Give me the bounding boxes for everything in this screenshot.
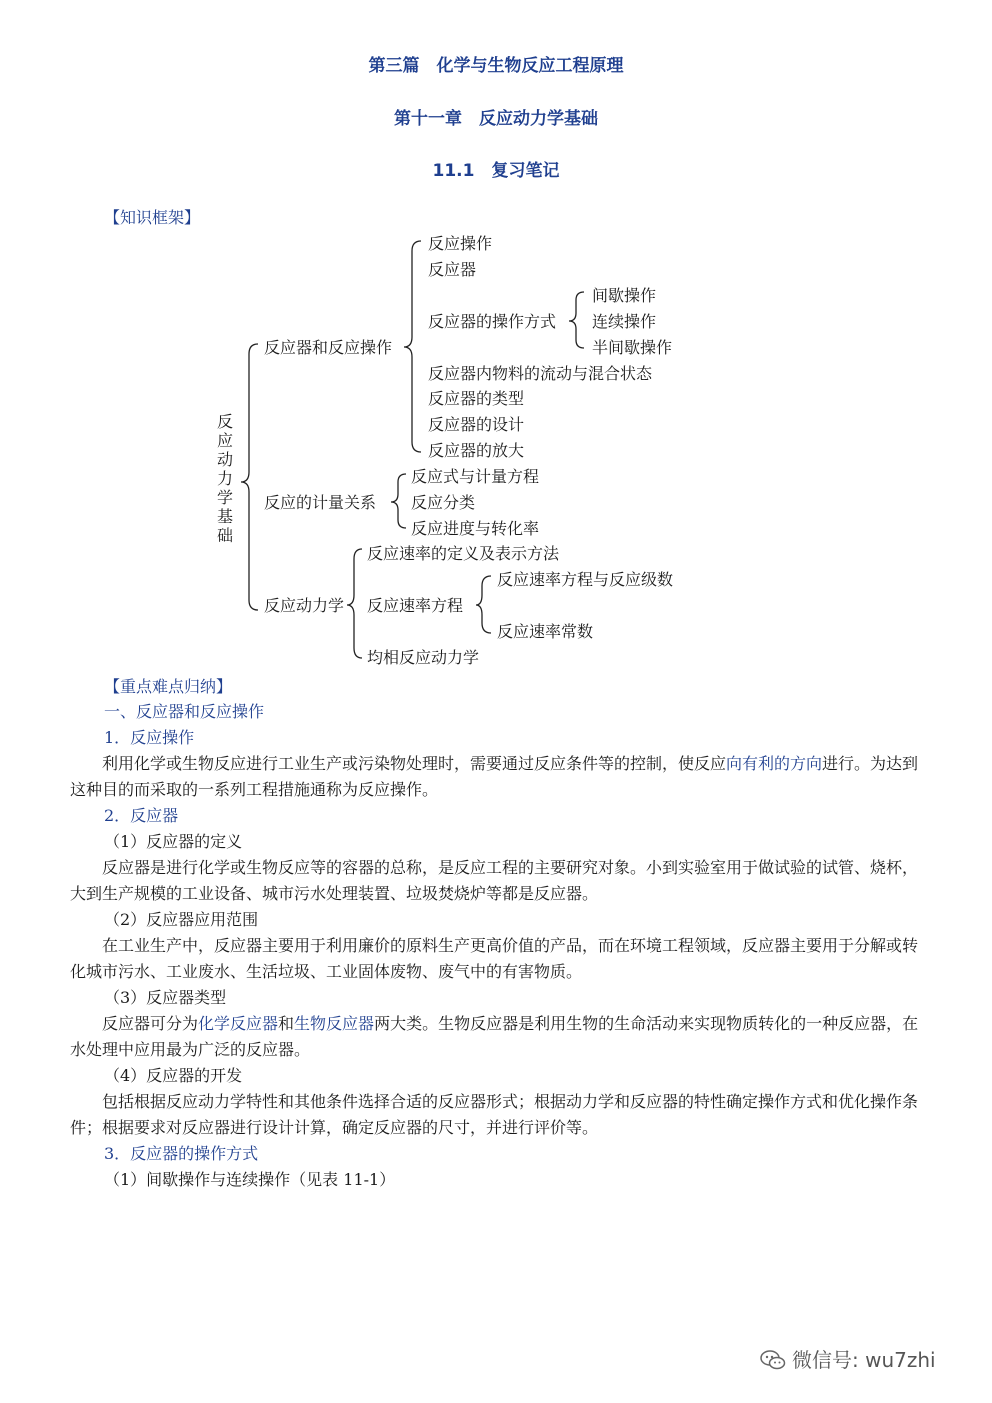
branch3-sub-item: 反应速率方程与反应级数 (497, 570, 674, 589)
branch3-brace (347, 549, 362, 658)
branch3-sub-brace (476, 576, 491, 633)
branch1-item: 反应器内物料的流动与混合状态 (428, 364, 653, 383)
branch2-brace (391, 474, 406, 528)
wechat-watermark: 微信号: wu7zhi (760, 1344, 936, 1373)
section-heading: 一、反应器和反应操作 (104, 702, 265, 721)
root-brace (241, 344, 258, 610)
paragraph-reactor-development: 包括根据反应动力学特性和其他条件选择合适的反应器形式；根据动力学和反应器的特性确定操作方式和优化操作条件；根据要求对反应器进行设计计算，确定反应器的尺寸，并进行评价等。 (70, 1092, 919, 1137)
item-heading: （1）间歇操作与连续操作（见表 11-1） (104, 1170, 396, 1189)
branch1-label: 反应器和反应操作 (264, 338, 393, 357)
branch1-sub-item: 连续操作 (592, 312, 657, 331)
branch3-item: 均相反应动力学 (367, 648, 480, 667)
branch3-item: 反应速率的定义及表示方法 (367, 544, 560, 563)
branch2-item: 反应式与计量方程 (411, 467, 540, 486)
branch3-label: 反应动力学 (264, 596, 345, 615)
chapter-title: 第十一章 反应动力学基础 (394, 109, 598, 129)
subsection-heading: 2．反应器 (104, 806, 179, 825)
part-title: 第三篇 化学与生物反应工程原理 (368, 56, 624, 76)
branch2-item: 反应进度与转化率 (411, 519, 540, 538)
branch2-label: 反应的计量关系 (264, 493, 377, 512)
subsection-heading: 1．反应操作 (104, 728, 195, 747)
paragraph-reaction-operation: 利用化学或生物反应进行工业生产或污染物处理时，需要通过反应条件等的控制，使反应向有利的方向进行。为达到这种目的而采取的一系列工程措施通称为反应操作。 (70, 754, 919, 799)
branch1-item: 反应器 (428, 260, 477, 279)
branch1-sub-brace (569, 292, 584, 348)
item-heading: （1）反应器的定义 (104, 832, 243, 851)
branch3-item: 反应速率方程 (367, 596, 464, 615)
branch3-sub-item: 反应速率常数 (497, 622, 594, 641)
framework-root: 反应动力学基础 (216, 412, 233, 545)
paragraph-reactor-types: 反应器可分为化学反应器和生物反应器两大类。生物反应器是利用生物的生命活动来实现物质转化的一种反应器，在水处理中应用最为广泛的反应器。 (70, 1014, 919, 1059)
item-heading: （2）反应器应用范围 (104, 910, 259, 929)
branch1-item: 反应器的放大 (428, 441, 525, 460)
branch1-item: 反应器的类型 (428, 389, 525, 408)
branch2-item: 反应分类 (411, 493, 476, 512)
branch1-sub-item: 间歇操作 (592, 286, 657, 305)
branch1-item: 反应器的设计 (428, 415, 525, 434)
branch1-brace (404, 241, 421, 452)
highlight-text: 生物反应器 (294, 1014, 375, 1033)
branch1-item: 反应操作 (428, 234, 493, 253)
paragraph-reactor-definition: 反应器是进行化学或生物反应等的容器的总称，是反应工程的主要研究对象。小到实验室用于做试验的试管、烧杯，大到生产规模的工业设备、城市污水处理装置、垃圾焚烧炉等都是反应器。 (70, 858, 919, 903)
branch1-item: 反应器的操作方式 (428, 312, 557, 331)
section-title: 11.1 复习笔记 (432, 161, 560, 181)
framework-heading: 【知识框架】 (104, 208, 201, 227)
branch1-sub-item: 半间歇操作 (592, 338, 673, 357)
highlight-text: 向有利的方向 (726, 754, 823, 773)
wechat-icon (760, 1350, 786, 1370)
item-heading: （3）反应器类型 (104, 988, 227, 1007)
subsection-heading: 3．反应器的操作方式 (104, 1144, 259, 1163)
framework-braces (0, 0, 992, 700)
highlight-text: 化学反应器 (198, 1014, 279, 1033)
paragraph-reactor-scope: 在工业生产中，反应器主要用于利用廉价的原料生产更高价值的产品，而在环境工程领域，反应器主要用于分解或转化城市污水、工业废水、生活垃圾、工业固体废物、废气中的有害物质。 (70, 936, 919, 981)
notes-heading: 【重点难点归纳】 (104, 677, 233, 696)
item-heading: （4）反应器的开发 (104, 1066, 243, 1085)
